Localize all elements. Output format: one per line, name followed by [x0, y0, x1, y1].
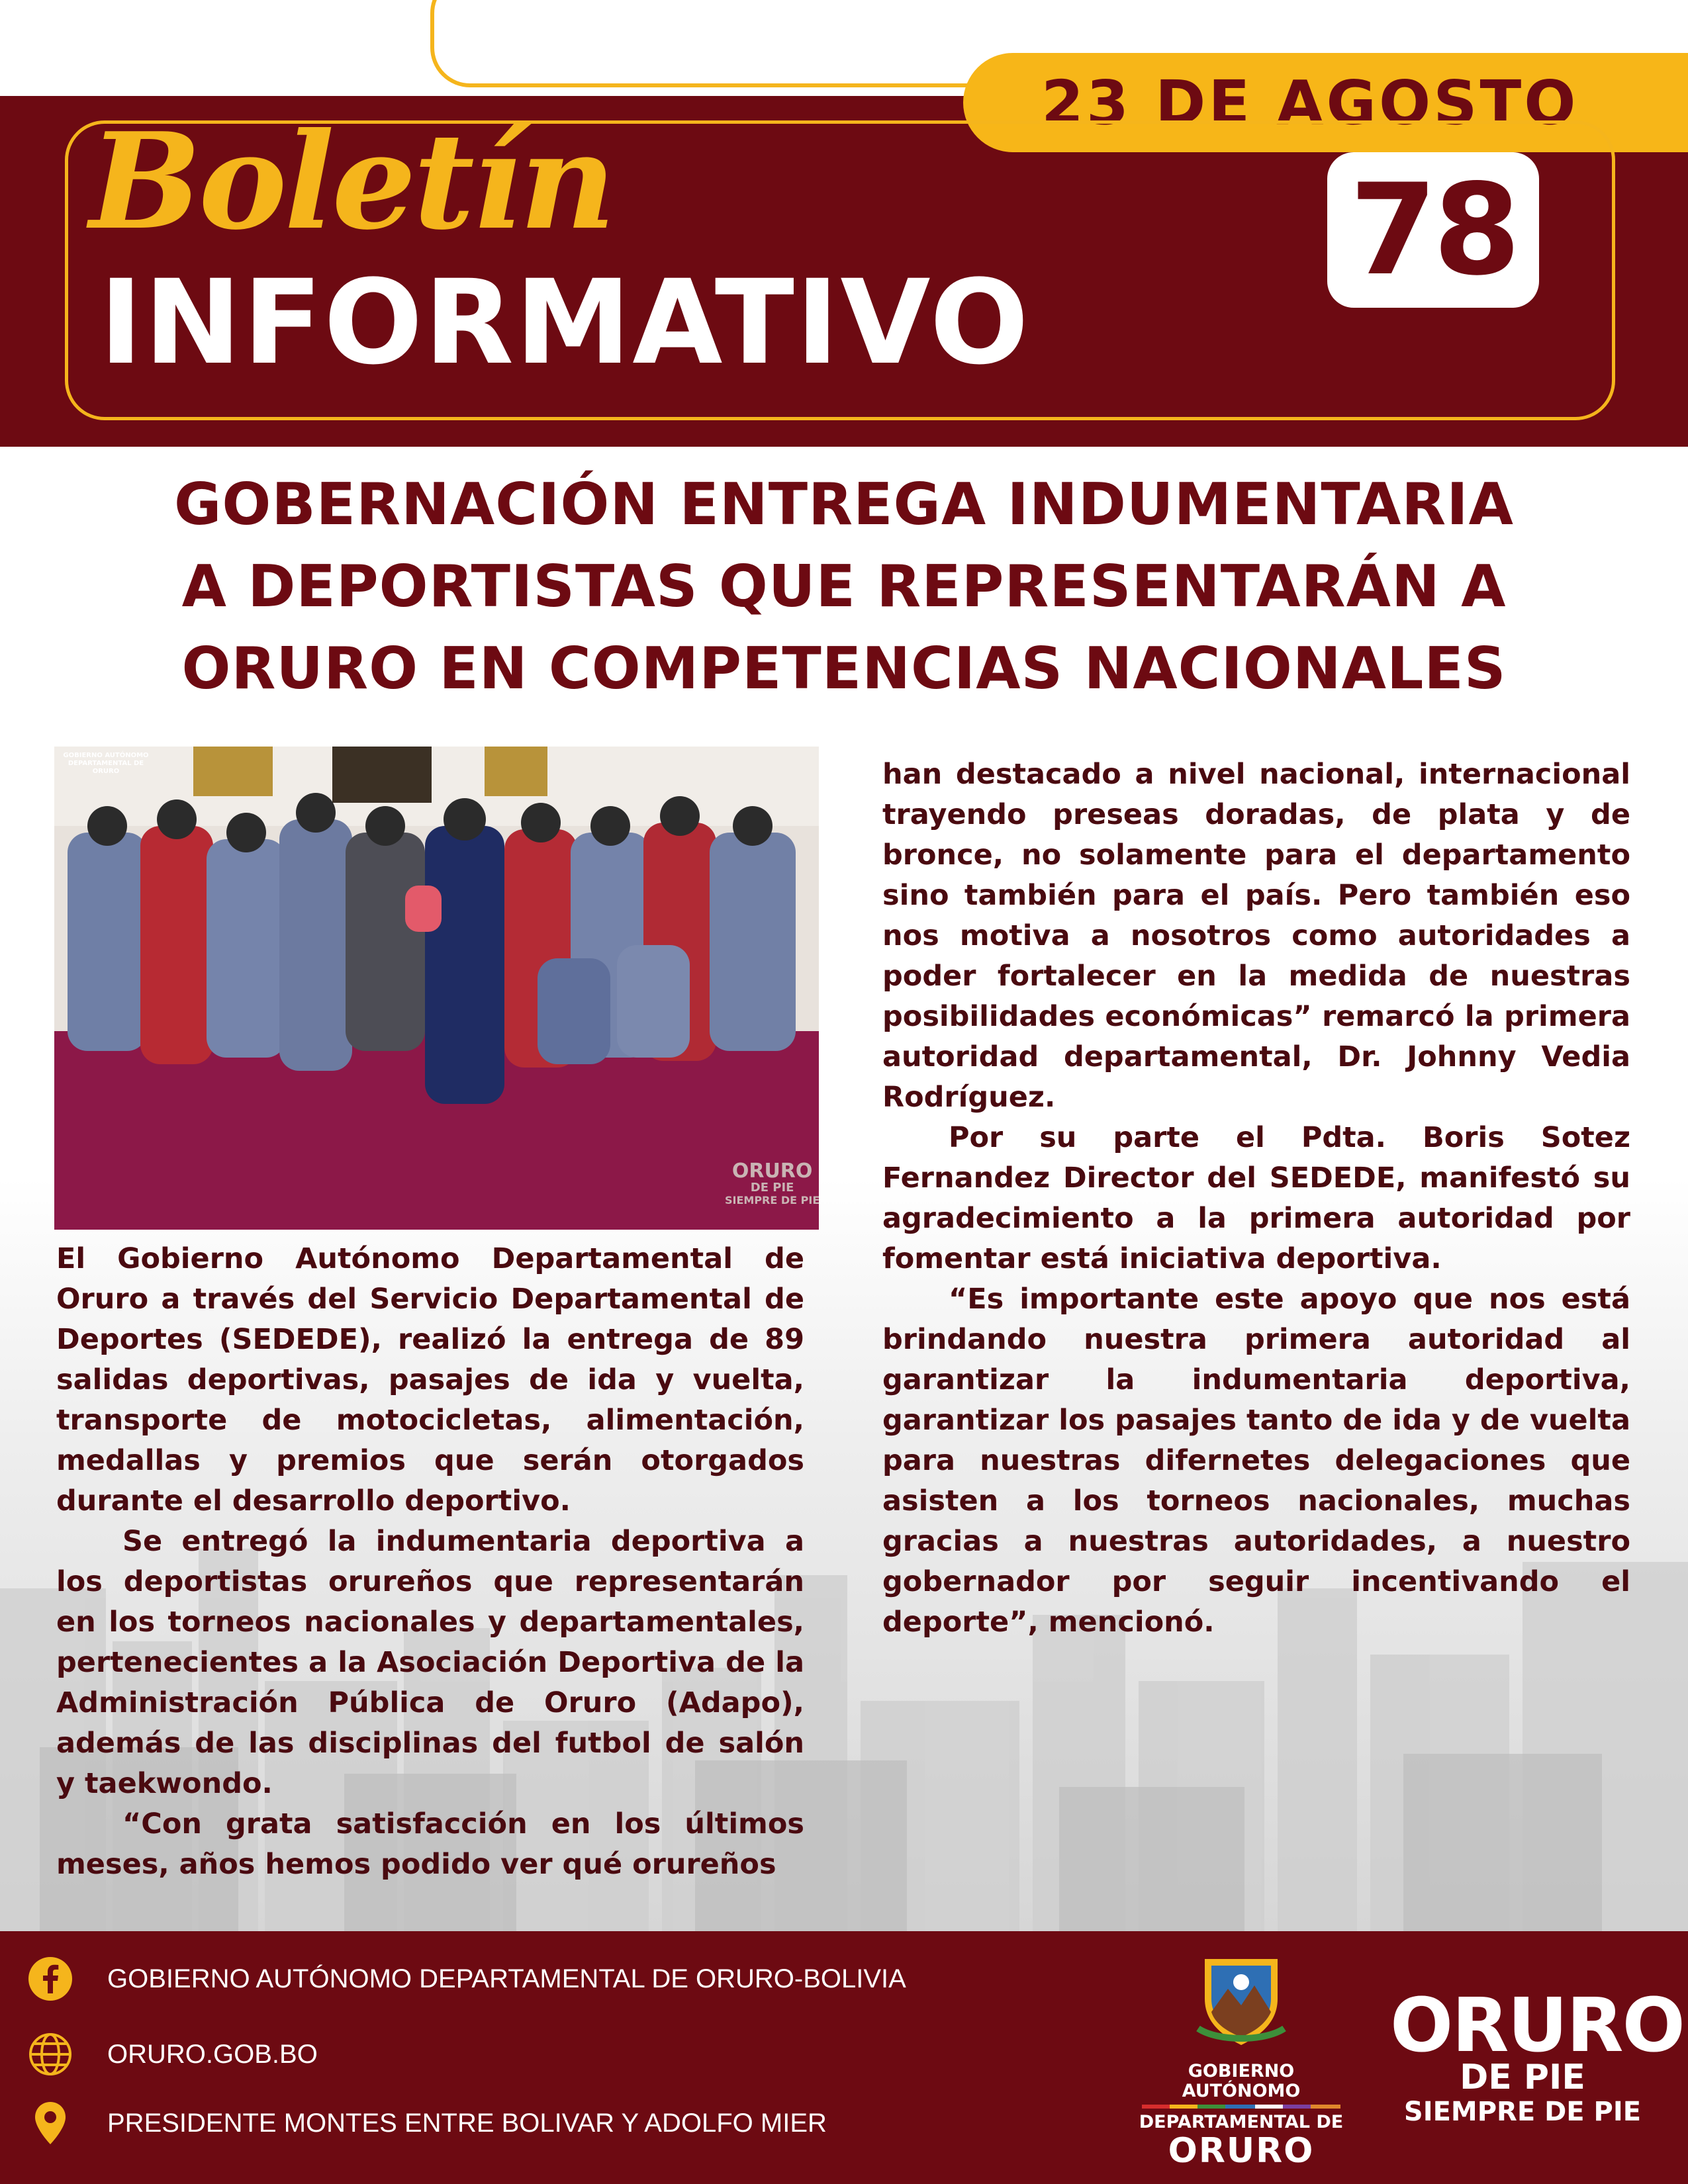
facebook-icon: [25, 1954, 75, 2004]
photo-logo-line-3: SIEMPRE DE PIE: [725, 1194, 820, 1206]
title-script: Boletín: [89, 104, 614, 259]
title-main: INFORMATIVO: [99, 255, 1031, 390]
footer-address-row: [25, 2098, 827, 2148]
slogan-line-2: DE PIE: [1460, 2058, 1585, 2097]
facebook-page-name: GOBIERNO AUTÓNOMO DEPARTAMENTAL DE ORURO-BOLIVIA: [107, 1964, 906, 1993]
website-url: ORURO.GOB.BO: [107, 2039, 318, 2069]
article-paragraph: Se entregó la indumentaria deportiva a los deportistas orureños que representarán en los torneos nacionales y departamentales, pertenecientes a la Asociación Deportiva de la Administración Pública de Oruro (Adapo), además de las disciplinas del futbol de salón y taekwondo.: [56, 1525, 804, 1800]
article-paragraph: El Gobierno Autónomo Departamental de Oruro a través del Servicio Departamental de Deportes (SEDEDE), realizó la entrega de 89 salidas deportivas, pasajes de ida y vuelta, transporte de motocicletas, alimentación, medallas y premios que serán otorgados durante el desarrollo deportivo.: [56, 1242, 804, 1518]
article-photo: [54, 747, 819, 1230]
date-text: 23 DE AGOSTO: [1041, 67, 1579, 138]
article-paragraph: han destacado a nivel nacional, internacional trayendo preseas doradas, de plata y de bronce, no solamente para el departamento sino también para el país. Pero también eso nos motiva a nosotros como autoridades a poder fortalecer en la medida de nuestras posibilidades económicas” remarcó la primera autoridad departamental, Dr. Johnny Vedia Rodríguez.: [882, 758, 1630, 1114]
article-paragraph: Por su parte el Pdta. Boris Sotez Fernandez Director del SEDEDE, manifestó su agradecimiento a la primera autoridad por fomentar está iniciativa deportiva.: [882, 1121, 1630, 1275]
article-paragraph: “Con grata satisfacción en los últimos meses, años hemos podido ver qué orureños: [56, 1807, 804, 1881]
address-text: PRESIDENTE MONTES ENTRE BOLIVAR Y ADOLFO MIER: [107, 2108, 827, 2138]
globe-icon: [25, 2029, 75, 2079]
slogan-line-3: SIEMPRE DE PIE: [1403, 2097, 1642, 2127]
article-column-right: [882, 754, 1630, 1643]
location-pin-icon: [25, 2098, 75, 2148]
gov-logo-line-1: GOBIERNO AUTÓNOMO: [1182, 2061, 1301, 2101]
oruro-de-pie-logo: [1390, 1983, 1684, 2127]
photo-logo-line-1: ORURO: [731, 1160, 813, 1183]
article-column-left: [56, 1239, 804, 1885]
headline-line-3: ORURO EN COMPETENCIAS NACIONALES: [181, 635, 1507, 702]
slogan-line-1: ORURO: [1390, 1983, 1684, 2069]
footer-website-row[interactable]: [25, 2029, 318, 2079]
headline-line-2: A DEPORTISTAS QUE REPRESENTARÁN A: [181, 553, 1507, 620]
article-paragraph: “Es importante este apoyo que nos está brindando nuestra primera autoridad al garantizar la indumentaria deportiva, garantizar los pasajes tanto de ida y de vuelta para nuestras difernetes delegaciones que asisten a los torneos nacionales, muchas gracias a nuestras autoridades, a nuestro gobernador por seguir incentivando el deporte”, mencionó.: [882, 1283, 1630, 1639]
headline-line-1: GOBERNACIÓN ENTREGA INDUMENTARIA: [173, 471, 1515, 538]
footer-facebook-row[interactable]: [25, 1954, 906, 2004]
photo-watermark-logo: [725, 1161, 820, 1206]
wiphala-stripe: [1142, 2105, 1340, 2109]
gov-logo-line-3: ORURO: [1168, 2131, 1315, 2171]
gov-logo-line-2: DEPARTAMENTAL DE: [1139, 2112, 1344, 2133]
gift-bag: [405, 886, 442, 932]
photo-corner-logo: GOBIERNO AUTÓNOMO DEPARTAMENTAL DE ORURO: [63, 752, 149, 775]
coat-of-arms-icon: [1192, 1949, 1291, 2048]
government-logo: [1129, 1949, 1354, 2170]
photo-logo-line-2: DE PIE: [750, 1181, 794, 1195]
issue-number: 78: [1327, 152, 1539, 308]
headline: [53, 463, 1635, 709]
